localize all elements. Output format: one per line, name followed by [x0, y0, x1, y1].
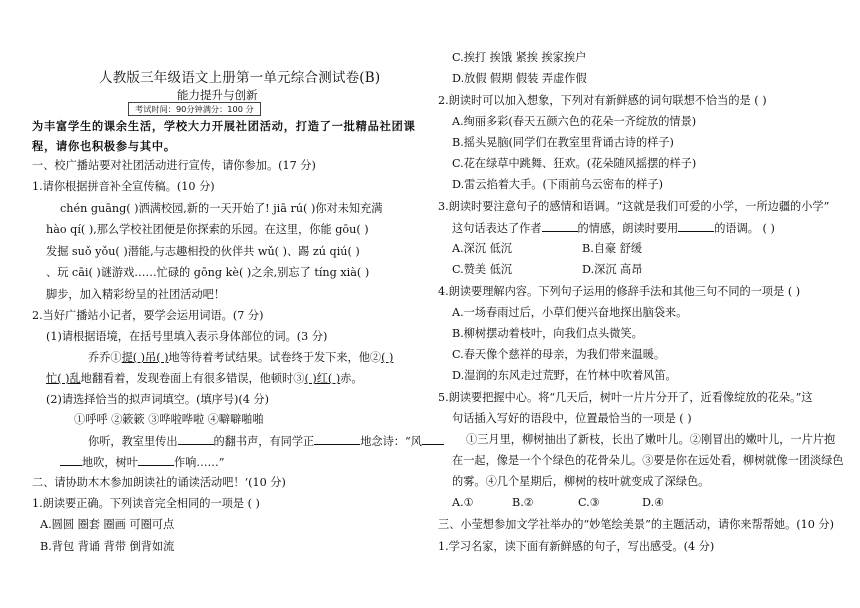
section-1-heading: 一、校广播站要对社团活动进行宣传，请你参加。(17 分)	[32, 159, 316, 172]
q4-option-b[interactable]: B.柳树摆动着枝叶，向我们点头微笑。	[452, 327, 643, 340]
pinyin-line-1: chén guāng( )洒满校园,新的一天开始了! jiā rú( )你对未知充满	[60, 202, 383, 215]
option-a[interactable]: A.圆圆 圈套 圈画 可圈可点	[40, 518, 175, 531]
text: 这句话表达了作者	[452, 222, 542, 235]
q4-option-c[interactable]: C.春天像个慈祥的母亲，为我们带来温暖。	[452, 348, 666, 361]
text: 的情感，朗读时要用	[577, 222, 679, 235]
passage-line-2: 在一起，像是一个个绿色的花骨朵儿。③要是你在远处看，柳树就像一团淡绿色	[452, 454, 844, 467]
text: 地翻看着，发现卷面上有很多错误，他顿时③	[80, 372, 305, 385]
onomatopoeia-line-2	[60, 455, 224, 470]
exam-title: 人教版三年级语文上册第一单元综合测试卷(B)	[99, 70, 381, 86]
pinyin-line-2: hào qí( ),那么学校社团便是你探索的乐园。在这里，你能 gōu( )	[46, 223, 369, 236]
passage-line-3: 的雾。④几个星期后，柳树的枝叶就变成了深绿色。	[452, 475, 710, 488]
q2-option-c[interactable]: C.花在绿草中跳舞、狂欢。(花朵随风摇摆的样子)	[452, 157, 697, 170]
answer-blank[interactable]	[422, 434, 444, 445]
question-3-1: 1.学习名家，读下面有新鲜感的句子，写出感受。(4 分)	[438, 540, 715, 553]
text: 的翻书声，有同学正	[213, 435, 315, 448]
body-parts-line-2	[46, 372, 363, 386]
passage-line-1: ①三月里，柳树抽出了新枝，长出了嫩叶儿。②刚冒出的嫩叶儿，一片片抱	[466, 433, 836, 446]
question-2-2: 2.朗读时可以加入想象，下列对有新鲜感的词句联想不恰当的是 ( )	[438, 94, 767, 107]
q3-option-a[interactable]: A.深沉 低沉	[452, 242, 512, 255]
answer-blank[interactable]	[314, 434, 360, 445]
answer-blank[interactable]	[542, 221, 578, 232]
q2-option-d[interactable]: D.雷云掐着大手。(下雨前乌云密布的样子)	[452, 178, 664, 191]
answer-blank[interactable]	[178, 434, 214, 445]
intro-line-1: 为丰富学生的课余生活，学校大力开展社团活动，打造了一批精品社团课	[32, 119, 416, 133]
blank-group[interactable]: ( )	[381, 351, 394, 364]
answer-blank[interactable]	[678, 221, 714, 232]
intro-line-2: 程，请你也积极参与其中。	[32, 139, 176, 153]
exam-subtitle: 能力提升与创新	[177, 88, 258, 102]
q2-option-a[interactable]: A.绚丽多彩(春天五颜六色的花朵一齐绽放的情景)	[452, 115, 697, 128]
blank-group[interactable]: 提( )吊( )	[121, 351, 169, 364]
text: 地念诗：“风	[360, 435, 422, 448]
question-2-3-line-1: 3.朗读时要注意句子的感情和语调。“这就是我们可爱的小学，一所边疆的小学”	[438, 200, 830, 213]
option-b[interactable]: B.背包 背诵 背带 倒背如流	[40, 540, 175, 553]
body-parts-line-1	[88, 351, 393, 365]
q2-option-b[interactable]: B.摇头晃脑(同学们在教室里背诵古诗的样子)	[452, 136, 674, 149]
text: 地等待着考试结果。试卷终于发下来，他②	[168, 351, 382, 364]
q4-option-a[interactable]: A.一场春雨过后，小草们便兴奋地探出脑袋来。	[452, 306, 688, 319]
pinyin-line-3: 发掘 suǒ yǒu( )潜能,与志趣相投的伙伴共 wǔ( )、踢 zú qiú( )	[46, 245, 360, 258]
question-2-4: 4.朗读要理解内容。下列句子运用的修辞手法和其他三句不同的一项是 ( )	[438, 285, 801, 298]
blank-group[interactable]: 忙( )乱	[46, 372, 81, 385]
text: 的语调。 ( )	[714, 222, 775, 235]
q5-option-a[interactable]: A.①	[452, 496, 474, 509]
q3-option-c[interactable]: C.赞美 低沉	[452, 263, 513, 276]
question-2-1: 1.朗读要正确。下列读音完全相同的一项是 ( )	[32, 497, 260, 510]
text: 乔乔①	[88, 351, 122, 364]
q5-option-c[interactable]: C.③	[578, 496, 600, 509]
answer-blank[interactable]	[60, 455, 82, 466]
text: 地吹，树叶	[82, 456, 138, 469]
q4-option-d[interactable]: D.湿润的东风走过荒野，在竹林中吹着风笛。	[452, 369, 677, 382]
option-c[interactable]: C.挨打 挨饿 紧挨 挨家挨户	[452, 51, 587, 64]
text: 赤。	[340, 372, 363, 385]
text: 作响……”	[173, 456, 225, 469]
question-2-5-line-2: 句话插入写好的语段中，位置最恰当的一项是 ( )	[452, 412, 692, 425]
pinyin-line-4: 、玩 cāi( )谜游戏……忙碌的 gōng kè( )之余,别忘了 tíng xià( )	[46, 266, 370, 279]
q3-option-d[interactable]: D.深沉 高昂	[582, 263, 643, 276]
question-1-2: 2.当好广播站小记者，要学会运用词语。(7 分)	[32, 309, 264, 322]
text: 你听，教室里传出	[88, 435, 178, 448]
question-1-2-2: (2)请选择恰当的拟声词填空。(填序号)(4 分)	[46, 393, 269, 406]
pinyin-line-5: 脚步，加入精彩纷呈的社团活动吧！	[46, 288, 226, 301]
answer-blank[interactable]	[138, 455, 174, 466]
q5-option-d[interactable]: D.④	[642, 496, 665, 509]
q3-option-b[interactable]: B.自豪 舒缓	[582, 242, 643, 255]
exam-meta: 考试时间：90分钟满分：100 分	[128, 102, 261, 116]
question-1-2-1: (1)请根据语境，在括号里填入表示身体部位的词。(3 分)	[46, 330, 328, 343]
onomatopoeia-line-1	[88, 434, 444, 449]
question-1-1: 1.请你根据拼音补全宣传稿。(10 分)	[32, 180, 215, 193]
section-3-heading: 三、小莹想参加文学社举办的“妙笔绘美景”的主题活动，请你来帮帮她。(10 分)	[438, 518, 834, 531]
section-2-heading: 二、请协助木木参加朗读社的诵读活动吧！‘(10 分)	[32, 476, 286, 489]
onomatopoeia-options: ①呼呼 ②簌簌 ③哗啦哗啦 ④噼噼啪啪	[74, 413, 264, 426]
question-2-3-line-2	[452, 221, 775, 236]
q5-option-b[interactable]: B.②	[512, 496, 534, 509]
blank-group[interactable]: ( )红( )	[304, 372, 341, 385]
option-d[interactable]: D.放假 假期 假装 弄虚作假	[452, 72, 587, 85]
question-2-5-line-1: 5.朗读要把握中心。将“几天后，树叶一片片分开了，近看像绽放的花朵。”这	[438, 391, 813, 404]
